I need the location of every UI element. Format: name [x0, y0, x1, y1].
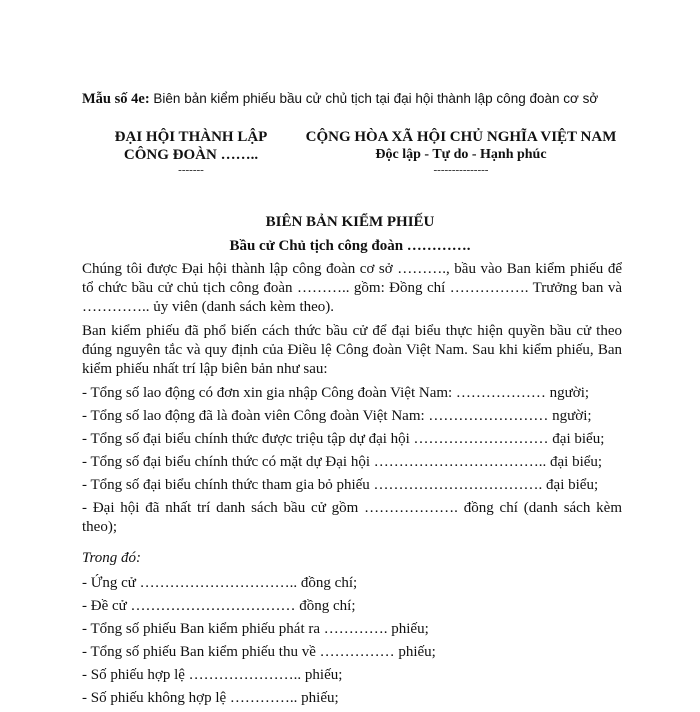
header-right-dash: ---------------: [433, 164, 489, 176]
form-caption-text: Biên bản kiểm phiếu bầu cử chủ tịch tại đại hội thành lập công đoàn cơ sở: [149, 91, 599, 106]
form-caption: [82, 90, 602, 108]
procedure-paragraph: Ban kiểm phiếu đã phổ biến cách thức bầu cử để đại biểu thực hiện quyền bầu cử theo đúng nguyên tắc và quy định của Điều lệ Công đoàn Việt Nam. Sau khi kiểm phiếu, Ban kiểm phiếu nhất trí lập biên bản như sau:: [82, 323, 622, 377]
congress-name-line2: CÔNG ĐOÀN ……..: [123, 147, 259, 163]
document-body: [82, 260, 622, 712]
sub-list-item: - Số phiếu hợp lệ ………………….. phiếu;: [82, 667, 343, 683]
national-motto: Độc lập - Tự do - Hạnh phúc: [375, 147, 547, 162]
national-title: CỘNG HÒA XÃ HỘI CHỦ NGHĨA VIỆT NAM: [305, 129, 617, 145]
header-left-dash: -------: [178, 164, 204, 176]
intro-paragraph: Chúng tôi được Đại hội thành lập công đoàn cơ sở ………., bầu vào Ban kiểm phiếu để tổ chức bầu cử chủ tịch công đoàn ……….. gồm: Đồng chí ……………. Trưởng ban và ………….. ủy viên (danh sách kèm theo).: [82, 261, 622, 315]
sub-list-item: - Tổng số phiếu Ban kiểm phiếu thu về …………… phiếu;: [82, 644, 436, 660]
list-item: - Tổng số đại biểu chính thức tham gia bỏ phiếu ……………………………. đại biểu;: [82, 477, 599, 493]
list-item: - Tổng số lao động có đơn xin gia nhập Công đoàn Việt Nam: ……………… người;: [82, 385, 590, 401]
document-title: BIÊN BẢN KIỂM PHIẾU: [265, 214, 435, 230]
form-number-label: Mẫu số 4e:: [82, 91, 150, 107]
sub-list-item: - Số phiếu không hợp lệ ………….. phiếu;: [82, 690, 339, 706]
congress-name-line1: ĐẠI HỘI THÀNH LẬP: [114, 129, 268, 145]
list-item: - Tổng số lao động đã là đoàn viên Công đoàn Việt Nam: …………………… người;: [82, 408, 592, 424]
in-which-label: Trong đó:: [82, 550, 142, 566]
list-item: - Đại hội đã nhất trí danh sách bầu cử gồm ………………. đồng chí (danh sách kèm theo);: [82, 500, 622, 535]
header-left: [96, 128, 286, 176]
sub-list-item: - Tổng số phiếu Ban kiểm phiếu phát ra …………. phiếu;: [82, 621, 429, 637]
document-subtitle: Bầu cử Chủ tịch công đoàn ………….: [229, 238, 471, 254]
header-right: [296, 128, 626, 176]
list-item: - Tổng số đại biểu chính thức có mặt dự Đại hội …………………………….. đại biểu;: [82, 454, 603, 470]
sub-list-item: - Ứng cử ………………………….. đồng chí;: [82, 575, 358, 591]
list-item: - Tổng số đại biểu chính thức được triệu tập dự đại hội ……………………… đại biểu;: [82, 431, 605, 447]
sub-list-item: - Đề cử …………………………… đồng chí;: [82, 598, 356, 614]
